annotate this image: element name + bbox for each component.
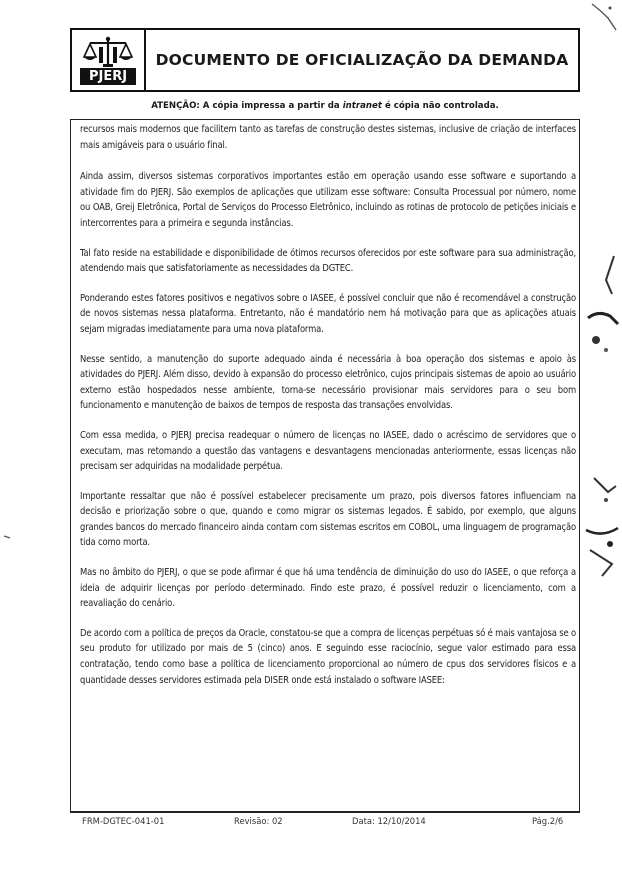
scan-mark-icon: [590, 470, 622, 510]
footer-form-code: FRM-DGTEC-041-01: [82, 816, 165, 826]
footer-page-number: Pág.2/6: [532, 816, 564, 826]
scan-mark-icon: [582, 520, 622, 590]
document-body: [80, 122, 576, 702]
paragraph: Importante ressaltar que não é possível estabelecer precisamente um prazo, pois diversos fatores influenciam na decisão e priorização sobre o que, quando e como migrar os sistemas legados. É sabido, por exemplo, que alguns grandes bancos do mercado financeiro ainda contam com sistemas escritos em COBOL, uma linguagem de programação tida como morta.: [80, 490, 576, 549]
footer-revision: Revisão: 02: [234, 816, 283, 826]
footer-date: Data: 12/10/2014: [352, 816, 426, 826]
attention-prefix: ATENÇÃO: A cópia impressa a partir da: [151, 101, 343, 111]
paragraph: Tal fato reside na estabilidade e disponibilidade de ótimos recursos oferecidos por este software para sua administração, atendendo mais que satisfatoriamente as necessidades da DGTEC.: [80, 247, 576, 275]
paragraph: recursos mais modernos que facilitem tanto as tarefas de construção destes sistemas, inclusive de criação de interfaces mais amigáveis para o usuário final.: [80, 124, 576, 151]
paragraph: Mas no âmbito do PJERJ, o que se pode afirmar é que há uma tendência de diminuição do uso do IASEE, o que reforça a ideia de adquirir licenças por período determinado. Findo este prazo, é possível reduzir o licenciamento, com a reavaliação do cenário.: [80, 567, 576, 610]
paragraph: Com essa medida, o PJERJ precisa readequar o número de licenças no IASEE, dado o acréscimo de servidores que o executam, mas retomando a questão das vantagens e desvantagens mencionadas anteriormente, essas licenças não precisam ser adquiridas na modalidade perpétua.: [80, 429, 576, 473]
justice-scales-icon: [82, 35, 134, 69]
attention-intranet: intranet: [342, 101, 382, 111]
logo-text: PJERJ: [80, 68, 136, 85]
scan-mark-icon: [584, 250, 622, 360]
pjerj-logo: [72, 30, 146, 90]
paragraph: De acordo com a política de preços da Oracle, constatou-se que a compra de licenças perpétuas só é mais vantajosa se o seu produto for utilizado por mais de 5 (cinco) anos. E seguindo esse raciocínio, segue valor estimado para essa contratação, tendo como base a política de licenciamento proporcional ao número de cpus dos servidores físicos e a quantidade desses servidores estimada pela DISER onde está instalado o software IASEE:: [80, 627, 576, 686]
paragraph: Ainda assim, diversos sistemas corporativos importantes estão em operação usando esse software e suportando a atividade fim do PJERJ. São exemplos de aplicações que utilizam esse software: Consulta Processual por número, nome ou OAB, Greij Eletrônica, Portal de Serviços do Processo Eletrônico, incluindo as rotinas de protocolo de petições iniciais e intercorrentes para a primeira e segunda instâncias.: [80, 171, 576, 229]
paragraph: Nesse sentido, a manutenção do suporte adequado ainda é necessária à boa operação dos sistemas e apoio às atividades do PJERJ. Além disso, devido à expansão do processo eletrônico, cujos principais sistemas de apoio ao usuário externo estão hospedados nesse ambiente, torna-se necessário provisionar mais servidores para o seu bom funcionamento e manutenção de baixos de tempos de resposta das transações envolvidas.: [80, 353, 576, 412]
scan-mark-icon: [0, 530, 14, 560]
scan-mark-icon: [586, 0, 622, 40]
paragraph: Ponderando estes fatores positivos e negativos sobre o IASEE, é possível concluir que não é recomendável a construção de novos sistemas nessa plataforma. Entretanto, não é mandatório nem há motivação para que as aplicações atuais sejam migradas imediatamente para uma nova plataforma.: [80, 292, 576, 335]
document-header: [70, 28, 580, 92]
attention-suffix: é cópia não controlada.: [381, 101, 499, 111]
document-footer: [70, 812, 580, 829]
attention-notice: [70, 101, 580, 111]
document-title: DOCUMENTO DE OFICIALIZAÇÃO DA DEMANDA: [155, 51, 569, 69]
